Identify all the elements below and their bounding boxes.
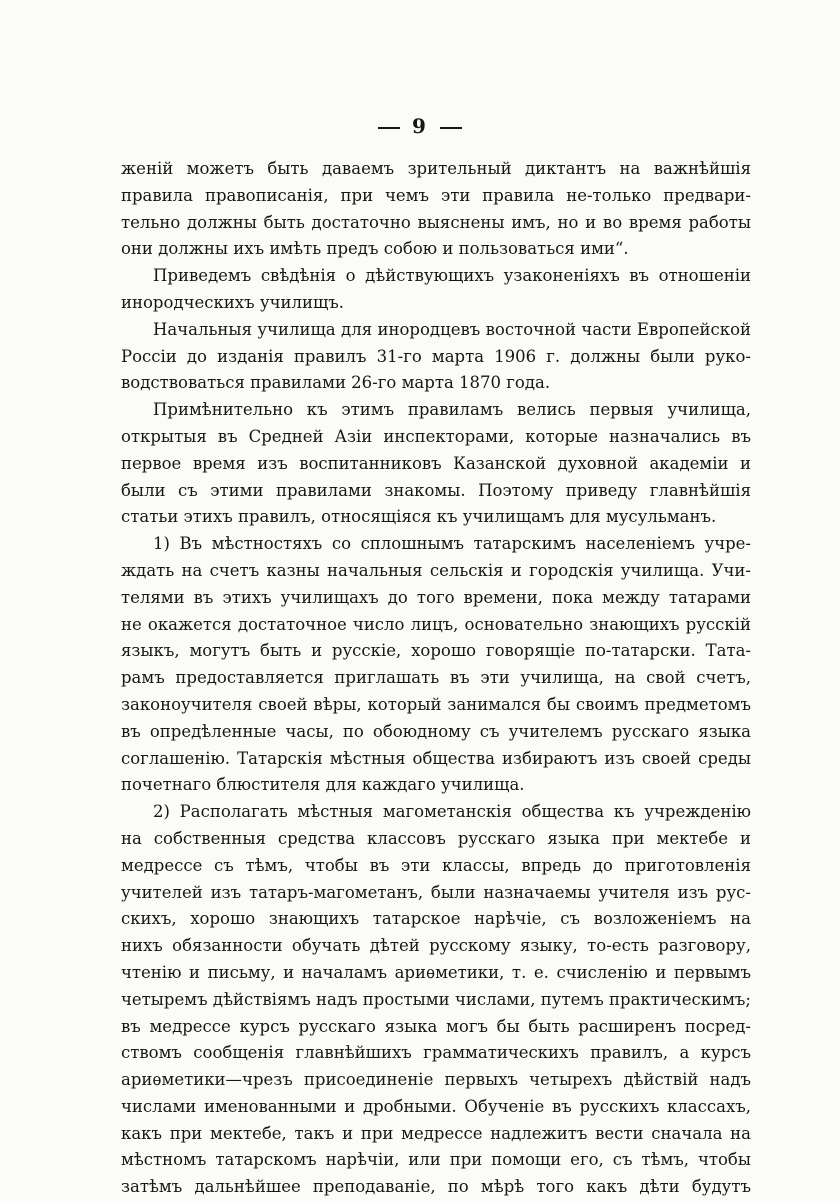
text-line: телями въ этихъ училищахъ до того времени, пока между татарами bbox=[121, 587, 751, 607]
page-header bbox=[0, 114, 840, 138]
text-line: рамъ предоставляется приглашать въ эти училища, на свой счетъ, bbox=[121, 668, 751, 688]
header-dash-left bbox=[378, 127, 400, 129]
text-line: затѣмъ дальнѣйшее преподаваніе, по мѣрѣ того какъ дѣти будутъ bbox=[121, 1177, 751, 1197]
text-line: учителей изъ татаръ-магометанъ, были назначаемы учителя изъ рус- bbox=[121, 882, 751, 902]
text-line: почетнаго блюстителя для каждаго училища. bbox=[121, 775, 525, 795]
text-line: въ опредѣленные часы, по обоюдному съ учителемъ русскаго языка bbox=[121, 721, 751, 741]
text-line: статьи этихъ правилъ, относящіяся къ училищамъ для мусульманъ. bbox=[121, 507, 717, 527]
text-line: ждать на счетъ казны начальныя сельскія и городскія училища. Учи- bbox=[121, 560, 751, 580]
text-line: не окажется достаточное число лицъ, основательно знающихъ русскій bbox=[121, 614, 751, 634]
text-line: числами именованными и дробными. Обученіе въ русскихъ классахъ, bbox=[121, 1096, 751, 1116]
text-line: инородческихъ училищъ. bbox=[121, 292, 345, 312]
page-number: 9 bbox=[412, 114, 428, 138]
text-line: нихъ обязанности обучать дѣтей русскому языку, то-есть разговору, bbox=[121, 936, 751, 956]
body-text bbox=[121, 156, 751, 1201]
text-line: мѣстномъ татарскомъ нарѣчіи, или при помощи его, съ тѣмъ, чтобы bbox=[121, 1150, 751, 1170]
text-line: тельно должны быть достаточно выяснены имъ, но и во время работы bbox=[121, 212, 751, 232]
text-line: на собственныя средства классовъ русскаго языка при мектебе и bbox=[121, 828, 751, 848]
text-line: соглашенію. Татарскія мѣстныя общества избираютъ изъ своей среды bbox=[121, 748, 751, 768]
text-line: 2) Располагать мѣстныя магометанскія общества къ учрежденію bbox=[153, 802, 751, 822]
text-line: чтенію и письму, и началамъ ариѳметики, т. е. счисленію и первымъ bbox=[121, 962, 751, 982]
text-line: были съ этими правилами знакомы. Поэтому приведу главнѣйшія bbox=[121, 480, 751, 500]
text-line: ствомъ сообщенія главнѣйшихъ грамматическихъ правилъ, а курсъ bbox=[121, 1043, 751, 1063]
text-line: Начальныя училища для инородцевъ восточной части Европейской bbox=[153, 319, 751, 339]
text-line: они должны ихъ имѣть предъ собою и пользоваться ими“. bbox=[121, 239, 629, 259]
text-line: какъ при мектебе, такъ и при медрессе надлежитъ вести сначала на bbox=[121, 1123, 751, 1143]
text-line: Примѣнительно къ этимъ правиламъ велись первыя училища, bbox=[153, 400, 751, 420]
text-line: водствоваться правилами 26-го марта 1870 года. bbox=[121, 373, 551, 393]
text-line: Россіи до изданія правилъ 31-го марта 1906 г. должны были руко- bbox=[121, 346, 751, 366]
text-line: медрессе съ тѣмъ, чтобы въ эти классы, впредь до приготовленія bbox=[121, 855, 751, 875]
text-line: открытыя въ Средней Азіи инспекторами, которые назначались въ bbox=[121, 426, 751, 446]
text-line: женій можетъ быть даваемъ зрительный диктантъ на важнѣйшія bbox=[121, 159, 751, 178]
text-line: скихъ, хорошо знающихъ татарское нарѣчіе, съ возложеніемъ на bbox=[121, 909, 751, 929]
text-line: 1) Въ мѣстностяхъ со сплошнымъ татарскимъ населеніемъ учре- bbox=[153, 534, 751, 554]
header-dash-right bbox=[440, 127, 462, 129]
text-line: ариѳметики—чрезъ присоединеніе первыхъ четырехъ дѣйствій надъ bbox=[121, 1070, 751, 1090]
text-line: языкъ, могутъ быть и русскіе, хорошо говорящіе по-татарски. Тата- bbox=[121, 641, 751, 661]
text-line: въ медрессе курсъ русскаго языка могъ бы быть расширенъ посред- bbox=[121, 1016, 751, 1036]
text-line: Приведемъ свѣдѣнія о дѣйствующихъ узаконеніяхъ въ отношеніи bbox=[153, 266, 751, 286]
text-line: законоучителя своей вѣры, который занимался бы своимъ предметомъ bbox=[121, 694, 751, 714]
text-line: правила правописанія, при чемъ эти правила не-только предвари- bbox=[121, 185, 751, 205]
text-line: четыремъ дѣйствіямъ надъ простыми числами, путемъ практическимъ; bbox=[121, 989, 751, 1009]
text-line: первое время изъ воспитанниковъ Казанской духовной академіи и bbox=[121, 453, 751, 473]
